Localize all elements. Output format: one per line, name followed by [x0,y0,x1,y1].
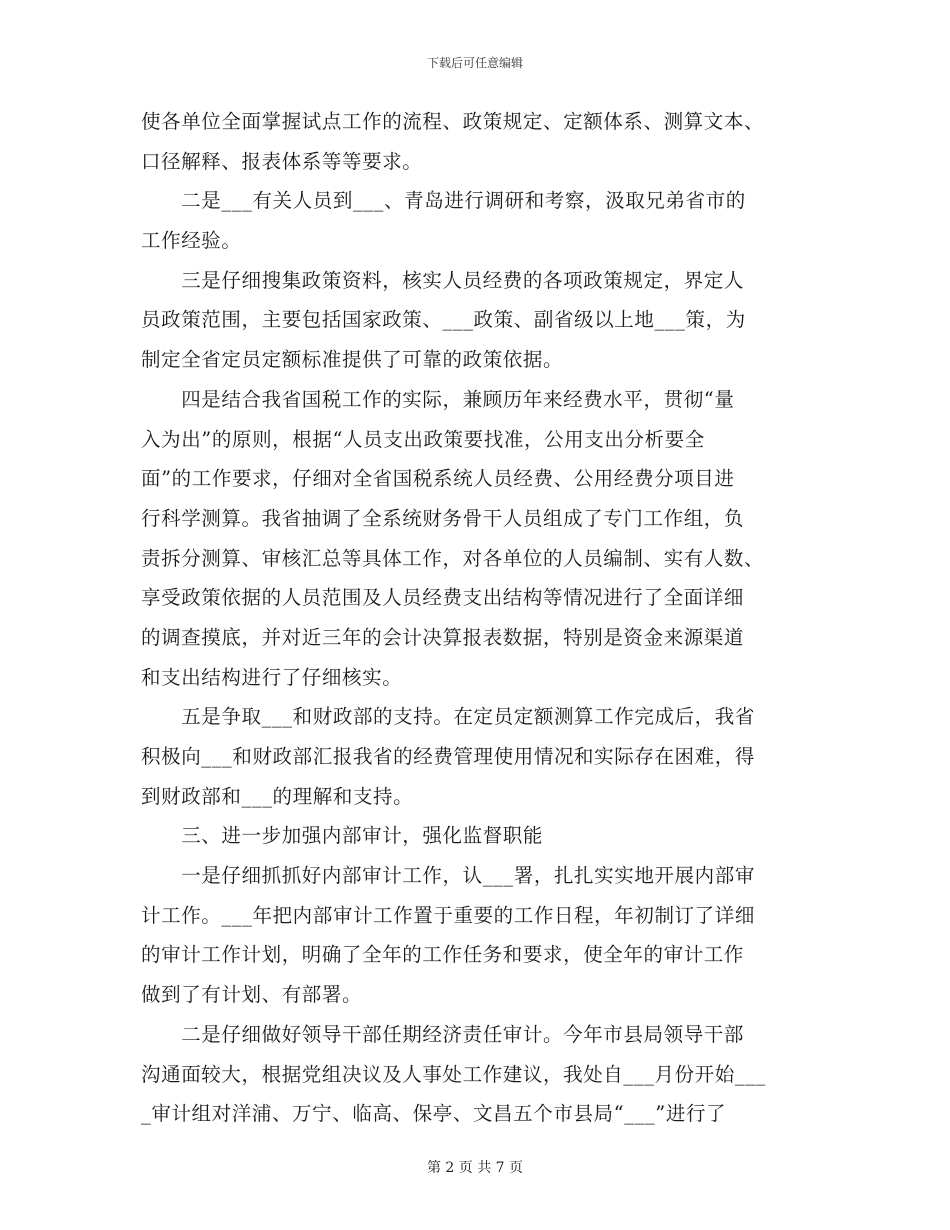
text-line: 的调查摸底，并对近三年的会计决算报表数据，特别是资金来源渠道 [141,625,745,649]
text-line: 口径解释、报表体系等等要求。 [141,149,423,173]
text-line: 入为出”的原则，根据“人员支出政策要找准，公用支出分析要全 [141,427,705,451]
text-line: 一是仔细抓抓好内部审计工作，认___署，扎扎实实地开展内部审 [141,864,755,888]
page-header: 下载后可任意编辑 [426,56,523,70]
text-line: 二是仔细做好领导干部任期经济责任审计。今年市县局领导干部 [141,1022,745,1046]
text-line: 享受政策依据的人员范围及人员经费支出结构等情况进行了全面详细 [141,586,745,610]
text-line: _审计组对洋浦、万宁、临高、保亭、文昌五个市县局“___”进行了 [141,1102,727,1126]
text-line: 到财政部和___的理解和支持。 [141,784,414,808]
text-line: 责拆分测算、审核汇总等具体工作，对各单位的人员编制、实有人数、 [141,546,765,570]
text-line: 员政策范围，主要包括国家政策、___政策、副省级以上地___策，为 [141,308,746,332]
text-line: 计工作。___年把内部审计工作置于重要的工作日程，年初制订了详细 [141,903,755,927]
text-line: 使各单位全面掌握试点工作的流程、政策规定、定额体系、测算文本、 [141,110,765,133]
text-line: 工作经验。 [141,229,242,253]
document-body [141,102,821,1134]
text-line: 制定全省定员定额标准提供了可靠的政策依据。 [141,348,564,372]
text-line: 和支出结构进行了仔细核实。 [141,665,403,689]
text-line: 面”的工作要求，仔细对全省国税系统人员经费、公用经费分项目进 [141,467,735,491]
page-number: 第 2 页 共 7 页 [426,1160,524,1176]
text-line: 积极向___和财政部汇报我省的经费管理使用情况和实际存在困难，得 [141,745,755,768]
text-line: 的审计工作计划，明确了全年的工作任务和要求，使全年的审计工作 [141,943,745,967]
text-line: 做到了有计划、有部署。 [141,983,363,1007]
text-line: 二是___有关人员到___、青岛进行调研和考察，汲取兄弟省市的 [141,189,746,213]
text-line: 三是仔细搜集政策资料，核实人员经费的各项政策规定，界定人 [141,268,745,292]
text-line: 行科学测算。我省抽调了全系统财务骨干人员组成了专门工作组，负 [141,506,745,530]
text-line: 五是争取___和财政部的支持。在定员定额测算工作完成后，我省 [141,705,755,729]
text-line: 沟通面较大，根据党组决议及人事处工作建议，我处自___月份开始___ [141,1062,766,1086]
section-heading: 三、进一步加强内部审计，强化监督职能 [141,824,544,848]
text-line: 四是结合我省国税工作的实际，兼顾历年来经费水平，贯彻“量 [141,387,735,411]
